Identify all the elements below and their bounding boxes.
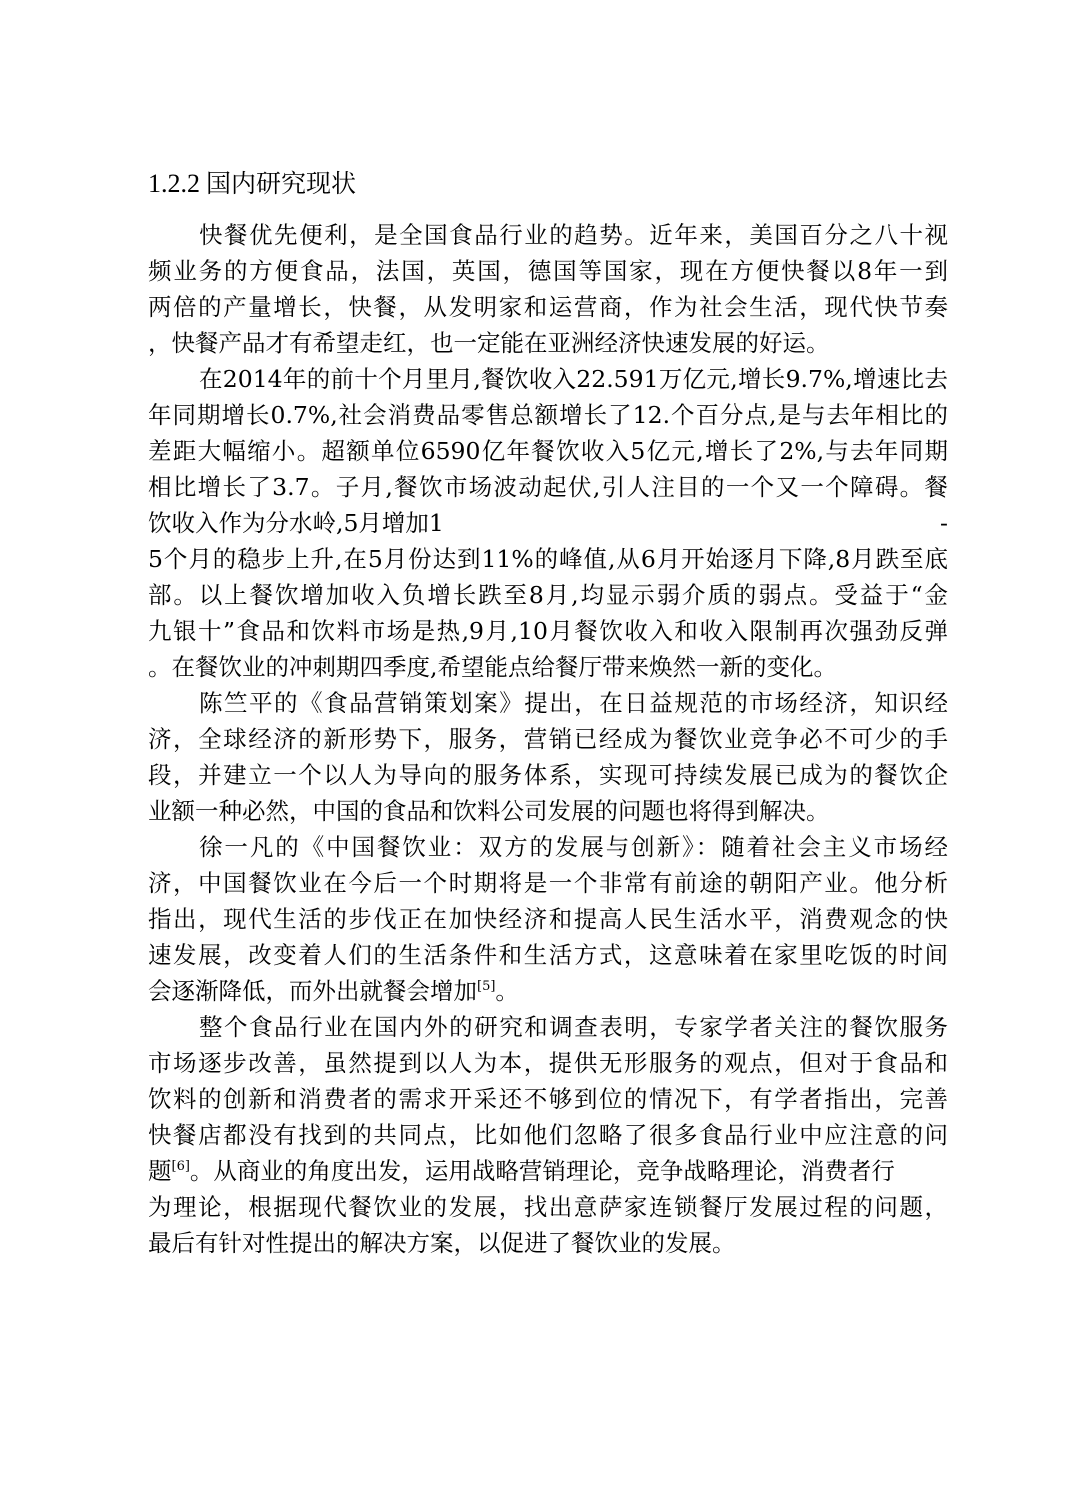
text-line: 济，中国餐饮业在今后一个时期将是一个非常有前途的朝阳产业。他分析 bbox=[148, 869, 948, 897]
text-fragment: 。从商业的角度出发，运用战略营销理论，竞争战略理论，消费者行 bbox=[189, 1157, 895, 1185]
text-fragment: 题 bbox=[148, 1157, 172, 1185]
text-line: 徐一凡的《中国餐饮业：双方的发展与创新》：随着社会主义市场经 bbox=[199, 833, 948, 861]
text-line: ，快餐产品才有希望走红，也一定能在亚洲经济快速发展的好运。 bbox=[148, 329, 830, 357]
citation-ref: [6] bbox=[171, 1159, 190, 1174]
text-line: 饮料的创新和消费者的需求开采还不够到位的情况下，有学者指出，完善 bbox=[148, 1085, 948, 1113]
text-line: 整个食品行业在国内外的研究和调查表明，专家学者关注的餐饮服务 bbox=[199, 1013, 948, 1041]
text-line: 频业务的方便食品，法国，英国，德国等国家，现在方便快餐以8年一到 bbox=[148, 257, 948, 285]
text-line bbox=[148, 505, 948, 541]
text-line: 。在餐饮业的冲刺期四季度,希望能点给餐厅带来焕然一新的变化。 bbox=[148, 653, 837, 681]
text-line bbox=[148, 973, 948, 1009]
text-line: 两倍的产量增长，快餐，从发明家和运营商，作为社会生活，现代快节奏 bbox=[148, 293, 948, 321]
text-line bbox=[148, 1153, 948, 1189]
text-line: 陈竺平的《食品营销策划案》提出，在日益规范的市场经济，知识经 bbox=[199, 689, 948, 717]
text-line: 相比增长了3.7。子月,餐饮市场波动起伏,引人注目的一个又一个障碍。餐 bbox=[148, 473, 948, 501]
citation-ref: [5] bbox=[477, 979, 496, 994]
text-line: 最后有针对性提出的解决方案，以促进了餐饮业的发展。 bbox=[148, 1229, 736, 1257]
text-fragment: 饮收入作为分水岭,5月增加1 bbox=[148, 509, 444, 537]
text-line: 快餐优先便利，是全国食品行业的趋势。近年来，美国百分之八十视 bbox=[199, 221, 948, 249]
section-title: 国内研究现状 bbox=[206, 169, 357, 198]
body-text bbox=[148, 217, 948, 1261]
text-line: 年同期增长0.7%,社会消费品零售总额增长了12.个百分点,是与去年相比的 bbox=[148, 401, 948, 429]
section-heading bbox=[148, 164, 356, 204]
text-line: 5个月的稳步上升,在5月份达到11%的峰值,从6月开始逐月下降,8月跌至底 bbox=[148, 545, 948, 573]
text-line: 业额一种必然，中国的食品和饮料公司发展的问题也将得到解决。 bbox=[148, 797, 830, 825]
text-line: 在2014年的前十个月里月,餐饮收入22.591万亿元,增长9.7%,增速比去 bbox=[199, 365, 948, 393]
hyphen-mark: - bbox=[940, 509, 948, 537]
text-line: 部。以上餐饮增加收入负增长跌至8月,均显示弱介质的弱点。受益于“金 bbox=[148, 581, 948, 609]
text-fragment: 。 bbox=[495, 977, 519, 1005]
text-line: 济，全球经济的新形势下，服务，营销已经成为餐饮业竞争必不可少的手 bbox=[148, 725, 948, 753]
text-line: 市场逐步改善，虽然提到以人为本，提供无形服务的观点，但对于食品和 bbox=[148, 1049, 948, 1077]
text-line: 快餐店都没有找到的共同点，比如他们忽略了很多食品行业中应注意的问 bbox=[148, 1121, 948, 1149]
text-line: 段，并建立一个以人为导向的服务体系，实现可持续发展已成为的餐饮企 bbox=[148, 761, 948, 789]
text-line: 九银十”食品和饮料市场是热,9月,10月餐饮收入和收入限制再次强劲反弹 bbox=[148, 617, 948, 645]
text-fragment: 会逐渐降低，而外出就餐会增加 bbox=[148, 977, 477, 1005]
text-line: 差距大幅缩小。超额单位6590亿年餐饮收入5亿元,增长了2%,与去年同期 bbox=[148, 437, 948, 465]
text-line: 指出，现代生活的步伐正在加快经济和提高人民生活水平，消费观念的快 bbox=[148, 905, 948, 933]
section-number: 1.2.2 bbox=[148, 169, 200, 198]
text-line: 为理论，根据现代餐饮业的发展，找出意萨家连锁餐厅发展过程的问题， bbox=[148, 1193, 948, 1221]
text-line: 速发展，改变着人们的生活条件和生活方式，这意味着在家里吃饭的时间 bbox=[148, 941, 948, 969]
